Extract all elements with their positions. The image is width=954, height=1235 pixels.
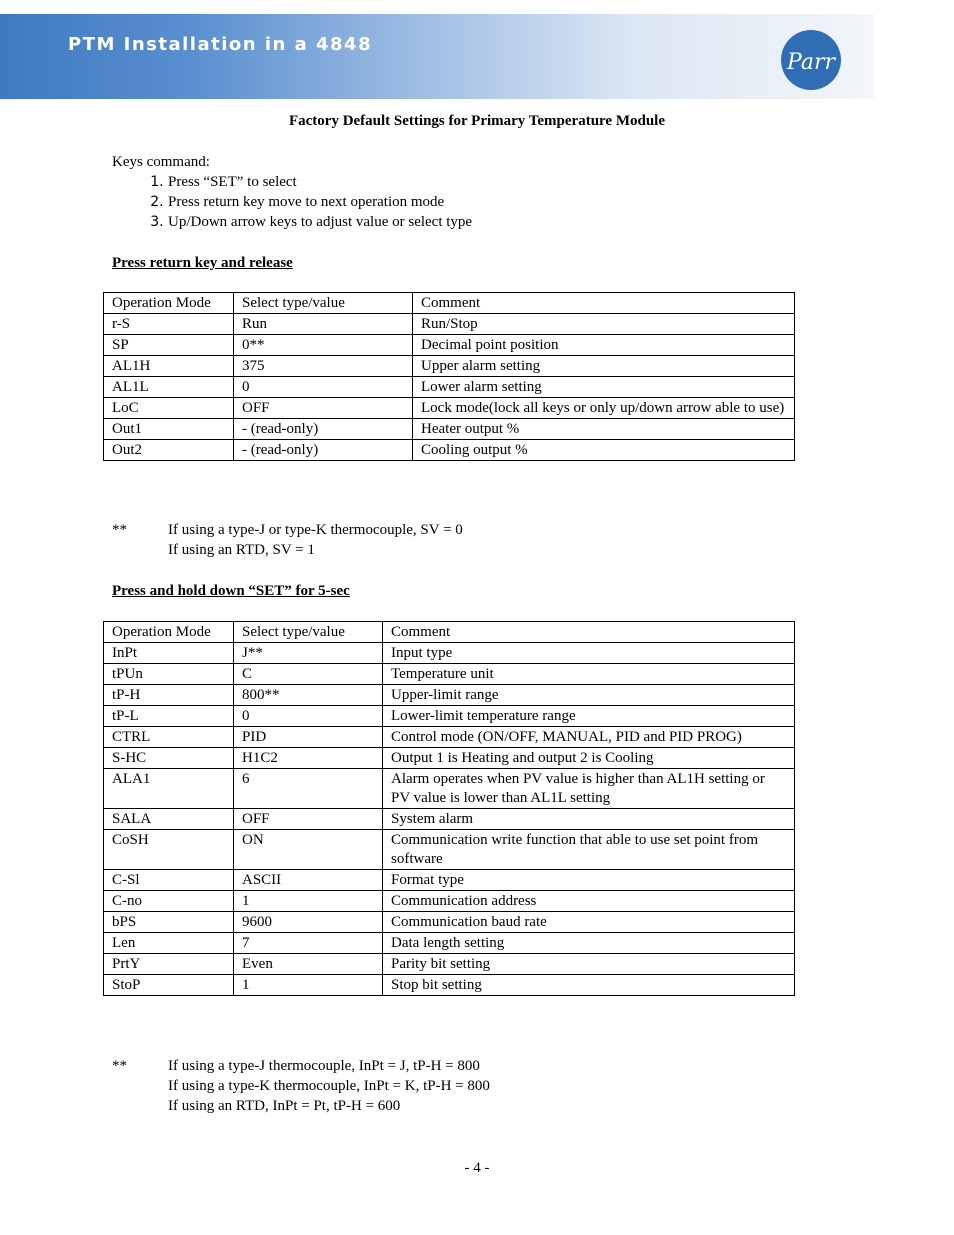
table-cell: Lower-limit temperature range (383, 706, 795, 727)
table-cell: 800** (234, 685, 383, 706)
table-cell: Run (234, 314, 413, 335)
table-row (104, 685, 795, 706)
table-row (104, 912, 795, 933)
table-cell: LoC (104, 398, 234, 419)
parr-logo-icon (780, 29, 842, 91)
list-item: 2. Press return key move to next operation mode (168, 192, 472, 212)
table-cell: C (234, 664, 383, 685)
table-cell: SALA (104, 809, 234, 830)
table-cell: C-no (104, 891, 234, 912)
table-row (104, 706, 795, 727)
column-header: Select type/value (234, 622, 383, 643)
table-header-row (104, 293, 795, 314)
table-cell: Out1 (104, 419, 234, 440)
keys-list (112, 172, 472, 232)
table-cell: H1C2 (234, 748, 383, 769)
table-cell: 1 (234, 975, 383, 996)
table-cell: PrtY (104, 954, 234, 975)
table-cell: 0** (234, 335, 413, 356)
table-cell: 1 (234, 891, 383, 912)
table-cell: Upper alarm setting (413, 356, 795, 377)
table-cell: 0 (234, 706, 383, 727)
table-cell: StoP (104, 975, 234, 996)
table-row (104, 419, 795, 440)
table-row (104, 975, 795, 996)
table-cell: Run/Stop (413, 314, 795, 335)
table-cell: 6 (234, 769, 383, 809)
table-cell: Stop bit setting (383, 975, 795, 996)
settings-table-2 (103, 621, 795, 996)
table-row (104, 809, 795, 830)
footnote-line: If using an RTD, InPt = Pt, tP-H = 600 (168, 1098, 401, 1114)
table-cell: S-HC (104, 748, 234, 769)
column-header: Operation Mode (104, 293, 234, 314)
page-number: - 4 - (464, 1160, 490, 1176)
table-cell: ALA1 (104, 769, 234, 809)
page-header (0, 14, 874, 99)
table-cell: Output 1 is Heating and output 2 is Cooling (383, 748, 795, 769)
list-item: 3. Up/Down arrow keys to adjust value or select type (168, 212, 472, 232)
table-cell: Len (104, 933, 234, 954)
table-cell: CTRL (104, 727, 234, 748)
table-cell: System alarm (383, 809, 795, 830)
table-row (104, 314, 795, 335)
table-row (104, 335, 795, 356)
footnote-1 (112, 520, 812, 562)
table-cell: J** (234, 643, 383, 664)
table-cell: - (read-only) (234, 419, 413, 440)
table-cell: Alarm operates when PV value is higher than AL1H setting or PV value is lower than AL1L setting (383, 769, 795, 809)
table-cell: Temperature unit (383, 664, 795, 685)
document-title: Factory Default Settings for Primary Temperature Module (288, 113, 666, 129)
column-header: Comment (413, 293, 795, 314)
table-cell: Communication baud rate (383, 912, 795, 933)
table-cell: Heater output % (413, 419, 795, 440)
footnote-line: If using an RTD, SV = 1 (168, 542, 315, 558)
table-cell: tPUn (104, 664, 234, 685)
table-cell: 375 (234, 356, 413, 377)
table-cell: Parity bit setting (383, 954, 795, 975)
table-row (104, 643, 795, 664)
table-cell: InPt (104, 643, 234, 664)
logo-text: Parr (787, 50, 835, 75)
section1-heading: Press return key and release (112, 255, 293, 271)
table-cell: C-Sl (104, 870, 234, 891)
table-cell: 7 (234, 933, 383, 954)
footnote-marker: ** (112, 522, 127, 538)
table-cell: OFF (234, 398, 413, 419)
table-cell: 0 (234, 377, 413, 398)
table-row (104, 954, 795, 975)
table-cell: Communication write function that able to use set point from software (383, 830, 795, 870)
table-cell: 9600 (234, 912, 383, 933)
table-header-row (104, 622, 795, 643)
table-cell: tP-L (104, 706, 234, 727)
table-cell: Data length setting (383, 933, 795, 954)
table-cell: AL1H (104, 356, 234, 377)
table-row (104, 727, 795, 748)
footnote-line: If using a type-J or type-K thermocouple, SV = 0 (168, 522, 463, 538)
footnote-marker: ** (112, 1058, 127, 1074)
section2-heading: Press and hold down “SET” for 5-sec (112, 583, 350, 599)
list-item: 1. Press “SET” to select (168, 172, 472, 192)
table-row (104, 870, 795, 891)
table-row (104, 664, 795, 685)
table-row (104, 933, 795, 954)
table-cell: AL1L (104, 377, 234, 398)
keys-intro: Keys command: (112, 154, 210, 170)
table-row (104, 377, 795, 398)
table-cell: Communication address (383, 891, 795, 912)
table-cell: Lock mode(lock all keys or only up/down arrow able to use) (413, 398, 795, 419)
column-header: Operation Mode (104, 622, 234, 643)
table-row (104, 748, 795, 769)
table-row (104, 398, 795, 419)
column-header: Comment (383, 622, 795, 643)
table-cell: CoSH (104, 830, 234, 870)
table-cell: Lower alarm setting (413, 377, 795, 398)
column-header: Select type/value (234, 293, 413, 314)
table-cell: SP (104, 335, 234, 356)
table-cell: Out2 (104, 440, 234, 461)
table-cell: ON (234, 830, 383, 870)
table-cell: Even (234, 954, 383, 975)
table-cell: OFF (234, 809, 383, 830)
footnote-2 (112, 1056, 812, 1118)
table-cell: r-S (104, 314, 234, 335)
table-cell: Cooling output % (413, 440, 795, 461)
table-cell: - (read-only) (234, 440, 413, 461)
table-row (104, 356, 795, 377)
table-row (104, 830, 795, 870)
footnote-line: If using a type-K thermocouple, InPt = K, tP-H = 800 (168, 1078, 490, 1094)
table-cell: PID (234, 727, 383, 748)
table-cell: Format type (383, 870, 795, 891)
table-cell: ASCII (234, 870, 383, 891)
table-cell: Control mode (ON/OFF, MANUAL, PID and PID PROG) (383, 727, 795, 748)
settings-table-1 (103, 292, 795, 461)
table-cell: tP-H (104, 685, 234, 706)
table-row (104, 440, 795, 461)
table-cell: bPS (104, 912, 234, 933)
header-title: PTM Installation in a 4848 (68, 34, 373, 55)
table-cell: Input type (383, 643, 795, 664)
table-cell: Decimal point position (413, 335, 795, 356)
table-cell: Upper-limit range (383, 685, 795, 706)
table-row (104, 891, 795, 912)
table-row (104, 769, 795, 809)
footnote-line: If using a type-J thermocouple, InPt = J, tP-H = 800 (168, 1058, 480, 1074)
